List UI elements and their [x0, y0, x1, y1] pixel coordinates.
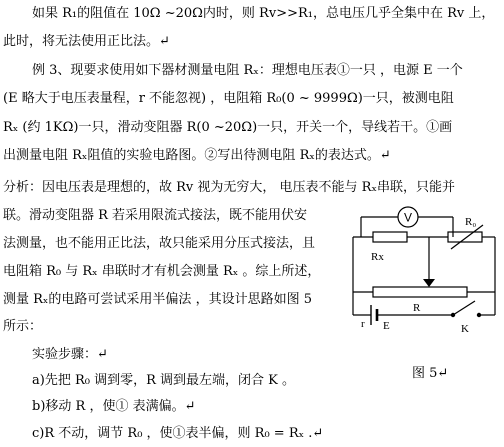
text-line-14: a)先把 R₀ 调到零，R 调到最左端，闭合 K 。	[32, 373, 295, 388]
text-line-16: c)R 不动，调节 R₀ ，使①表半偏，则 R₀ = Rₓ .↵	[32, 426, 324, 441]
text-line-10: 电阻箱 R₀ 与 Rₓ 串联时才有机会测量 Rₓ 。综上所述，	[3, 264, 321, 279]
rx-label: Rx	[371, 251, 384, 263]
circuit-diagram-figure	[343, 205, 503, 365]
text-line-13: 实验步骤：↵	[32, 347, 108, 362]
text-line-9: 法测量，也不能用正比法，故只能采用分压式接法，且	[3, 236, 316, 251]
text-line-6: 出测量电阻 Rₓ阻值的实验电路图。②写出待测电阻 Rₓ的表达式。↵	[3, 148, 391, 163]
source-label: E	[383, 320, 390, 332]
text-line-11: 测量 Rₓ的电路可尝试采用半偏法 ，其设计思路如图 5	[3, 292, 312, 307]
text-line-8: 联。滑动变阻器 R 若采用限流式接法，既不能用伏安	[3, 208, 308, 223]
text-line-12: 所示：	[3, 319, 43, 334]
r0-label: R₀	[465, 216, 477, 228]
text-line-3: 例 3、现要求使用如下器材测量电阻 Rₓ：理想电压表①一只 ，电源 E 一个	[32, 63, 463, 78]
rheostat-label: R	[413, 302, 421, 314]
text-line-5: Rₓ (约 1KΩ)一只，滑动变阻器 R(0 ~20Ω)一只，开关一个，导线若干。①画	[3, 120, 453, 135]
text-line-15: b)移动 R ，使① 表满偏。↵	[32, 399, 196, 414]
figure-caption: 图 5↵	[412, 366, 449, 381]
switch-label: K	[461, 323, 469, 335]
text-line-4: (E 略大于电压表量程，r 不能忽视) ，电阻箱 R₀(0 ~ 9999Ω)一只，被测电阻	[3, 91, 454, 106]
text-line-1: 如果 R₁的阻值在 10Ω ~20Ω内时，则 Rv>>R₁，总电压几乎全集中在 Rv 上，	[32, 6, 495, 21]
internal-resistance-label: r	[361, 318, 365, 330]
text-line-2: 此时，将无法使用正比法。↵	[3, 34, 170, 49]
voltmeter-label: V	[403, 210, 413, 225]
text-line-7: 分析：因电压表是理想的，故 Rv 视为无穷大， 电压表不能与 Rₓ串联，只能并	[3, 180, 455, 195]
circuit-diagram	[343, 205, 503, 365]
